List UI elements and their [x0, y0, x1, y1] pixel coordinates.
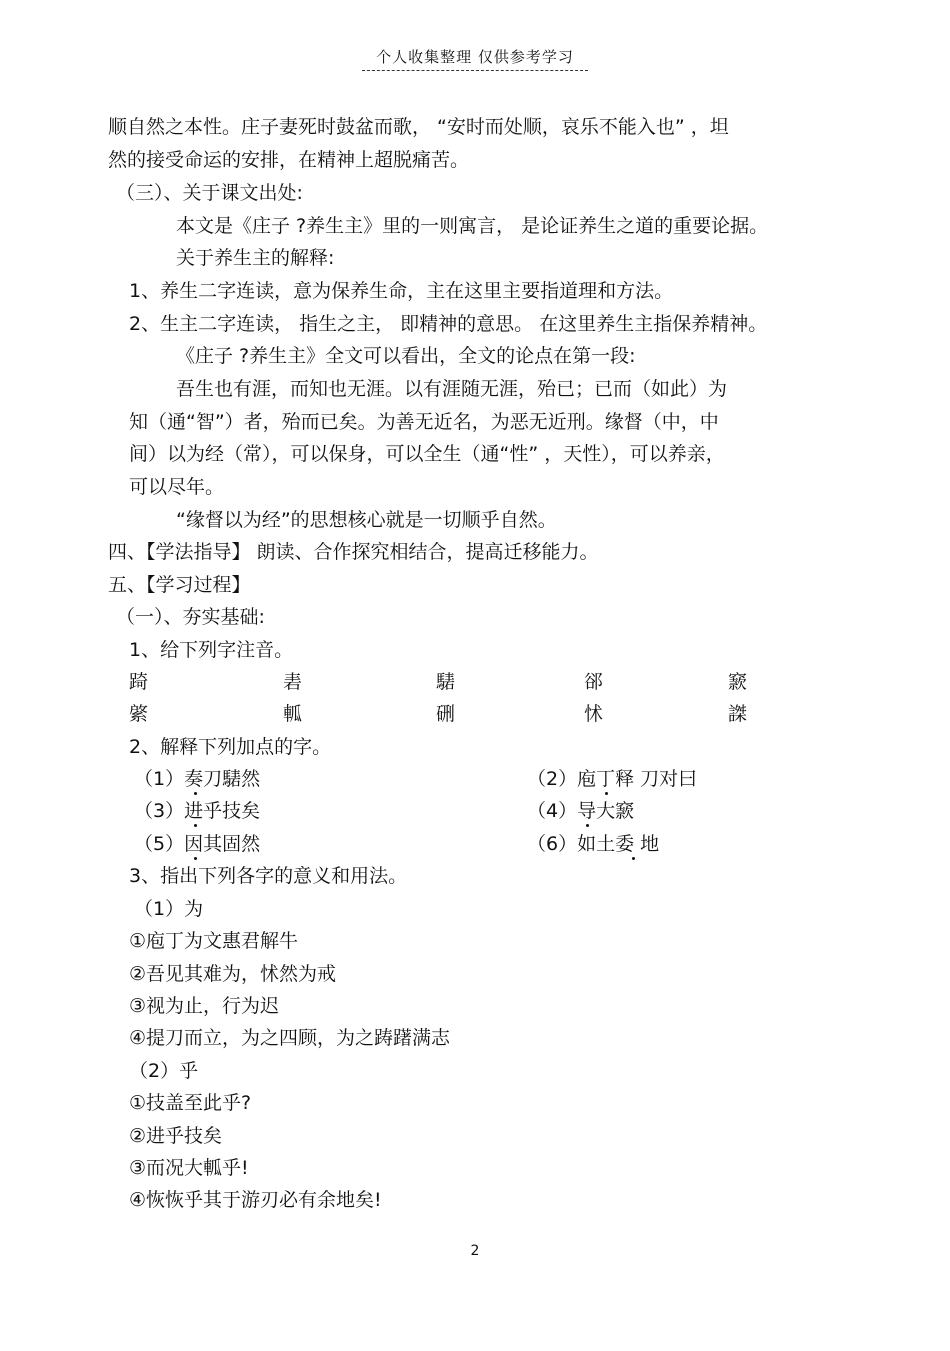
section-heading: 五、【学习过程】: [108, 574, 251, 596]
q2-item: （5）因其固然: [134, 833, 261, 855]
section-heading: （一）、夯实基础:: [116, 606, 265, 628]
emphasis-dot: [194, 857, 197, 860]
text-line: 然的接受命运的安排，在精神上超脱痛苦。: [108, 149, 470, 171]
text-line: 关于养生主的解释:: [176, 247, 335, 269]
text-line: “缘督以为经”的思想核心就是一切顺乎自然。: [176, 509, 557, 531]
phonetic-char: 砉: [283, 671, 303, 693]
quote-line: 间）以为经（常），可以保身，可以全生（通“性” ，天性），可以养亲，: [129, 443, 725, 465]
q3-line: ①技盖至此乎?: [129, 1092, 252, 1114]
phonetic-char: 謋: [728, 703, 748, 725]
section-heading: （三）、关于课文出处:: [116, 182, 303, 204]
q3-line: ①庖丁为文惠君解牛: [129, 930, 299, 952]
emphasis-dot: [605, 792, 608, 795]
q3-line: ②进乎技矣: [129, 1125, 223, 1147]
quote-line: 吾生也有涯，而知也无涯。以有涯随无涯，殆已；已而（如此）为: [176, 378, 728, 400]
q2-item: （2）庖丁释 刀对曰: [527, 768, 698, 790]
q2-item: （3）进乎技矣: [134, 800, 261, 822]
phonetic-char: 硎: [436, 703, 456, 725]
emphasis-dot: [194, 824, 197, 827]
q3-line: （2）乎: [129, 1060, 199, 1082]
q3-line: ③视为止，行为迟: [129, 995, 280, 1017]
phonetic-char: 踦: [129, 671, 149, 693]
quote-line: 可以尽年。: [129, 476, 225, 498]
phonetic-char: 綮: [129, 703, 149, 725]
phonetic-char: 怵: [584, 703, 604, 725]
text-line: 本文是《庄子 ?养生主》里的一则寓言， 是论证养生之道的重要论据。: [176, 215, 769, 237]
phonetic-char: 騞: [436, 671, 456, 693]
question-title: 1、给下列字注音。: [129, 639, 294, 661]
header-divider: [362, 70, 588, 71]
page-number: 2: [470, 1243, 480, 1259]
emphasis-dot: [194, 792, 197, 795]
q2-item: （1）奏刀騞然: [134, 768, 261, 790]
question-title: 3、指出下列各字的意义和用法。: [129, 865, 408, 887]
section-heading: 四、【学法指导】 朗读、合作探究相结合，提高迁移能力。: [108, 541, 599, 563]
q3-line: ④提刀而立，为之四顾，为之踌躇满志: [129, 1027, 451, 1049]
q3-line: ③而况大軱乎!: [129, 1157, 249, 1179]
text-line: 顺自然之本性。庄子妻死时鼓盆而歌， “安时而处顺，哀乐不能入也” ，坦: [108, 116, 729, 138]
text-line: 1、养生二字连读，意为保养生命，主在这里主要指道理和方法。: [129, 280, 674, 302]
emphasis-dot: [586, 824, 589, 827]
phonetic-char: 郤: [584, 671, 604, 693]
question-title: 2、解释下列加点的字。: [129, 736, 332, 758]
q3-line: ④恢恢乎其于游刃必有余地矣!: [129, 1189, 382, 1211]
emphasis-dot: [632, 857, 635, 860]
q3-line: ②吾见其难为，怵然为戒: [129, 963, 337, 985]
q2-item: （6）如土委 地: [527, 833, 660, 855]
phonetic-char: 窾: [728, 671, 748, 693]
quote-line: 知（通“智”）者，殆而已矣。为善无近名，为恶无近刑。缘督（中，中: [129, 411, 719, 433]
q2-item: （4）导大窾: [527, 800, 635, 822]
text-line: 2、生主二字连读， 指生之主， 即精神的意思。 在这里养生主指保养精神。: [129, 313, 768, 335]
q3-line: （1）为: [134, 898, 204, 920]
phonetic-char: 軱: [283, 703, 303, 725]
page-header: 个人收集整理 仅供参考学习: [376, 48, 574, 66]
text-line: 《庄子 ?养生主》全文可以看出，全文的论点在第一段:: [176, 345, 636, 367]
